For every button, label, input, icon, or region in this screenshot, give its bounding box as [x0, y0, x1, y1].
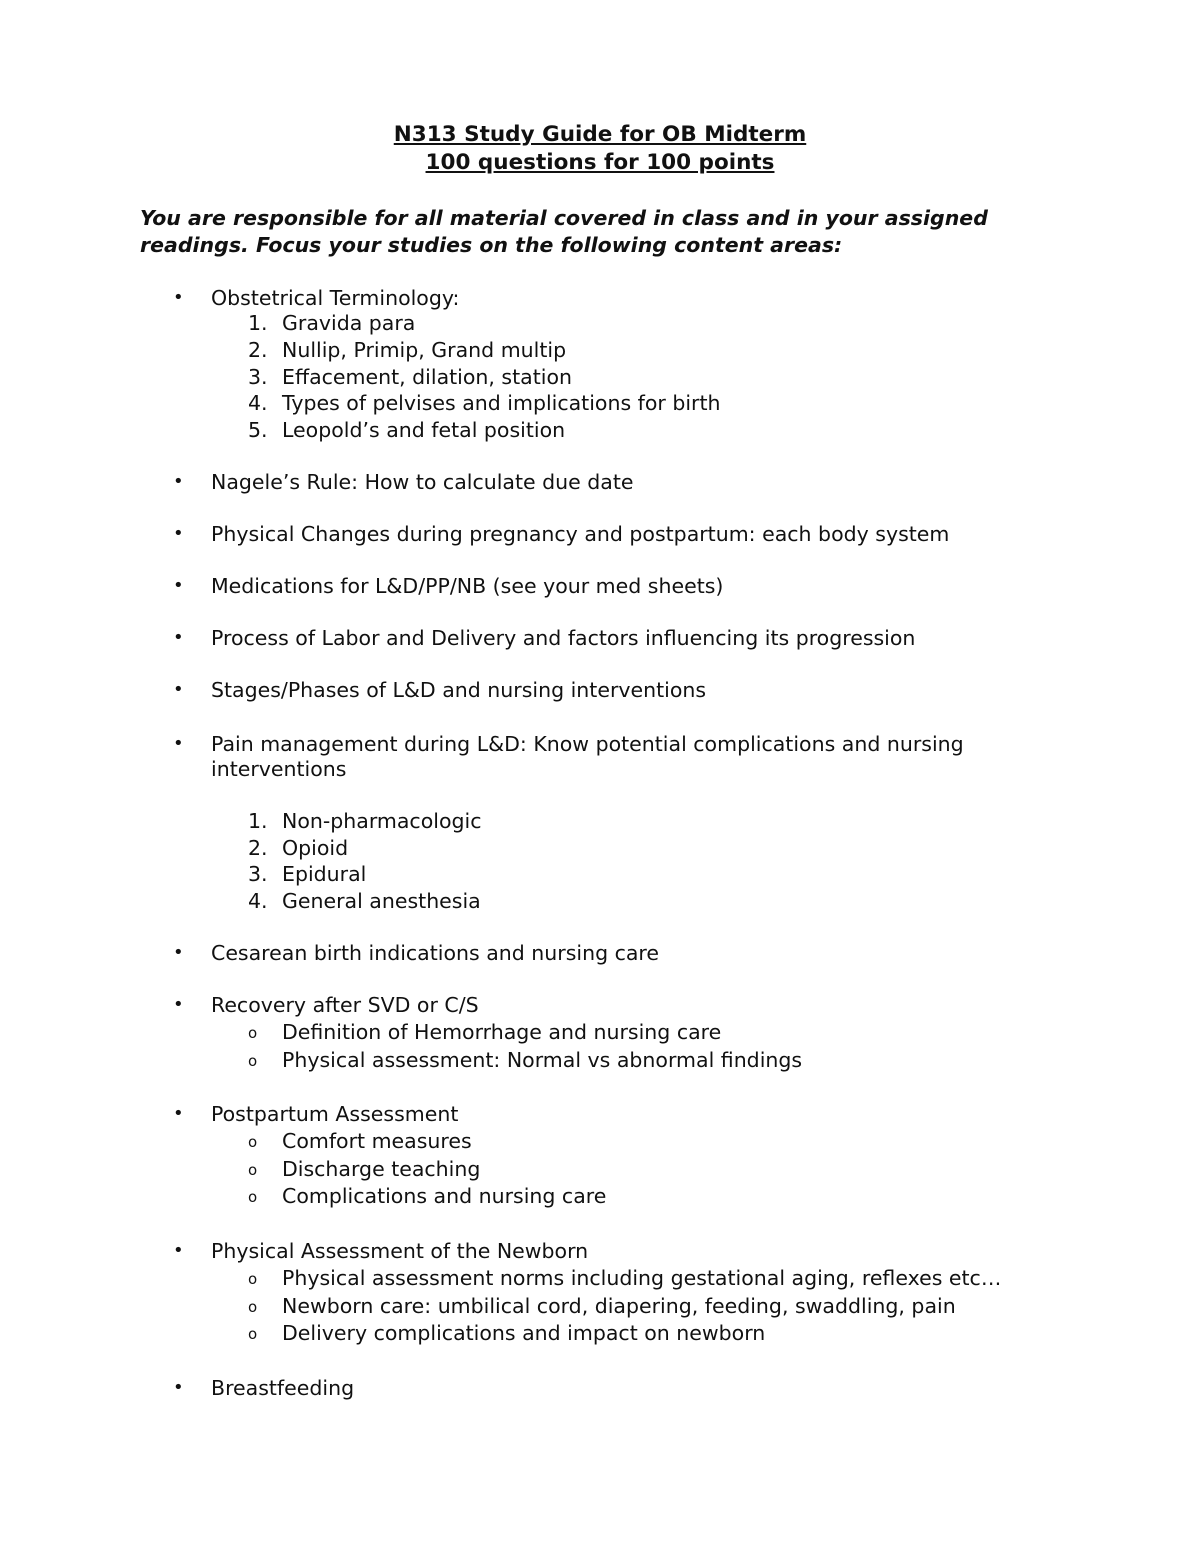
list-item: Complications and nursing care	[282, 1184, 607, 1208]
circle-bullet-icon: o	[248, 1161, 258, 1179]
bullet-icon: •	[173, 1377, 184, 1398]
circle-bullet-icon: o	[248, 1298, 258, 1316]
section-heading: Physical Changes during pregnancy and postpartum: each body system	[211, 522, 950, 546]
list-item: Newborn care: umbilical cord, diapering, feeding, swaddling, pain	[282, 1294, 956, 1318]
list-item: General anesthesia	[282, 889, 481, 913]
list-item: Definition of Hemorrhage and nursing care	[282, 1020, 722, 1044]
circle-bullet-icon: o	[248, 1024, 258, 1042]
circle-bullet-icon: o	[248, 1325, 258, 1343]
list-item: Physical assessment: Normal vs abnormal findings	[282, 1048, 803, 1072]
list-marker: 4.	[248, 391, 268, 415]
list-marker: 1.	[248, 809, 268, 833]
section-heading: Process of Labor and Delivery and factors influencing its progression	[211, 626, 916, 650]
section-heading: Physical Assessment of the Newborn	[211, 1239, 589, 1263]
circle-bullet-icon: o	[248, 1270, 258, 1288]
section-heading: Recovery after SVD or C/S	[211, 993, 479, 1017]
bullet-icon: •	[173, 733, 184, 754]
bullet-icon: •	[173, 287, 184, 308]
list-marker: 1.	[248, 311, 268, 335]
circle-bullet-icon: o	[248, 1052, 258, 1070]
page-subtitle-text: 100 questions for 100 points	[425, 150, 775, 175]
bullet-icon: •	[173, 575, 184, 596]
list-marker: 3.	[248, 862, 268, 886]
list-item: Delivery complications and impact on newborn	[282, 1321, 766, 1345]
list-marker: 5.	[248, 418, 268, 442]
bullet-icon: •	[173, 523, 184, 544]
list-marker: 3.	[248, 365, 268, 389]
section-heading: Medications for L&D/PP/NB (see your med sheets)	[211, 574, 724, 598]
intro-line-2: readings. Focus your studies on the following content areas:	[140, 233, 843, 257]
list-marker: 4.	[248, 889, 268, 913]
section-heading: Pain management during L&D: Know potential complications and nursing	[211, 732, 964, 756]
bullet-icon: •	[173, 679, 184, 700]
section-heading: Postpartum Assessment	[211, 1102, 459, 1126]
list-item: Physical assessment norms including gestational aging, reflexes etc…	[282, 1266, 1002, 1290]
bullet-icon: •	[173, 1240, 184, 1261]
section-heading: Stages/Phases of L&D and nursing interventions	[211, 678, 707, 702]
section-heading: Nagele’s Rule: How to calculate due date	[211, 470, 634, 494]
section-heading: Obstetrical Terminology:	[211, 286, 460, 310]
circle-bullet-icon: o	[248, 1188, 258, 1206]
list-marker: 2.	[248, 836, 268, 860]
bullet-icon: •	[173, 471, 184, 492]
bullet-icon: •	[173, 994, 184, 1015]
bullet-icon: •	[173, 627, 184, 648]
list-item: Epidural	[282, 862, 367, 886]
list-item: Types of pelvises and implications for birth	[282, 391, 721, 415]
section-heading-continued: interventions	[211, 757, 347, 781]
list-marker: 2.	[248, 338, 268, 362]
list-item: Non-pharmacologic	[282, 809, 482, 833]
list-item: Opioid	[282, 836, 349, 860]
circle-bullet-icon: o	[248, 1133, 258, 1151]
page-title	[0, 121, 1200, 149]
section-heading: Breastfeeding	[211, 1376, 355, 1400]
list-item: Discharge teaching	[282, 1157, 481, 1181]
list-item: Gravida para	[282, 311, 416, 335]
list-item: Effacement, dilation, station	[282, 365, 572, 389]
list-item: Leopold’s and fetal position	[282, 418, 566, 442]
bullet-icon: •	[173, 942, 184, 963]
section-heading: Cesarean birth indications and nursing care	[211, 941, 660, 965]
list-item: Comfort measures	[282, 1129, 472, 1153]
page-title-text: N313 Study Guide for OB Midterm	[393, 122, 807, 147]
intro-line-1: You are responsible for all material covered in class and in your assigned	[140, 206, 988, 230]
list-item: Nullip, Primip, Grand multip	[282, 338, 567, 362]
page-subtitle	[0, 149, 1200, 177]
bullet-icon: •	[173, 1103, 184, 1124]
